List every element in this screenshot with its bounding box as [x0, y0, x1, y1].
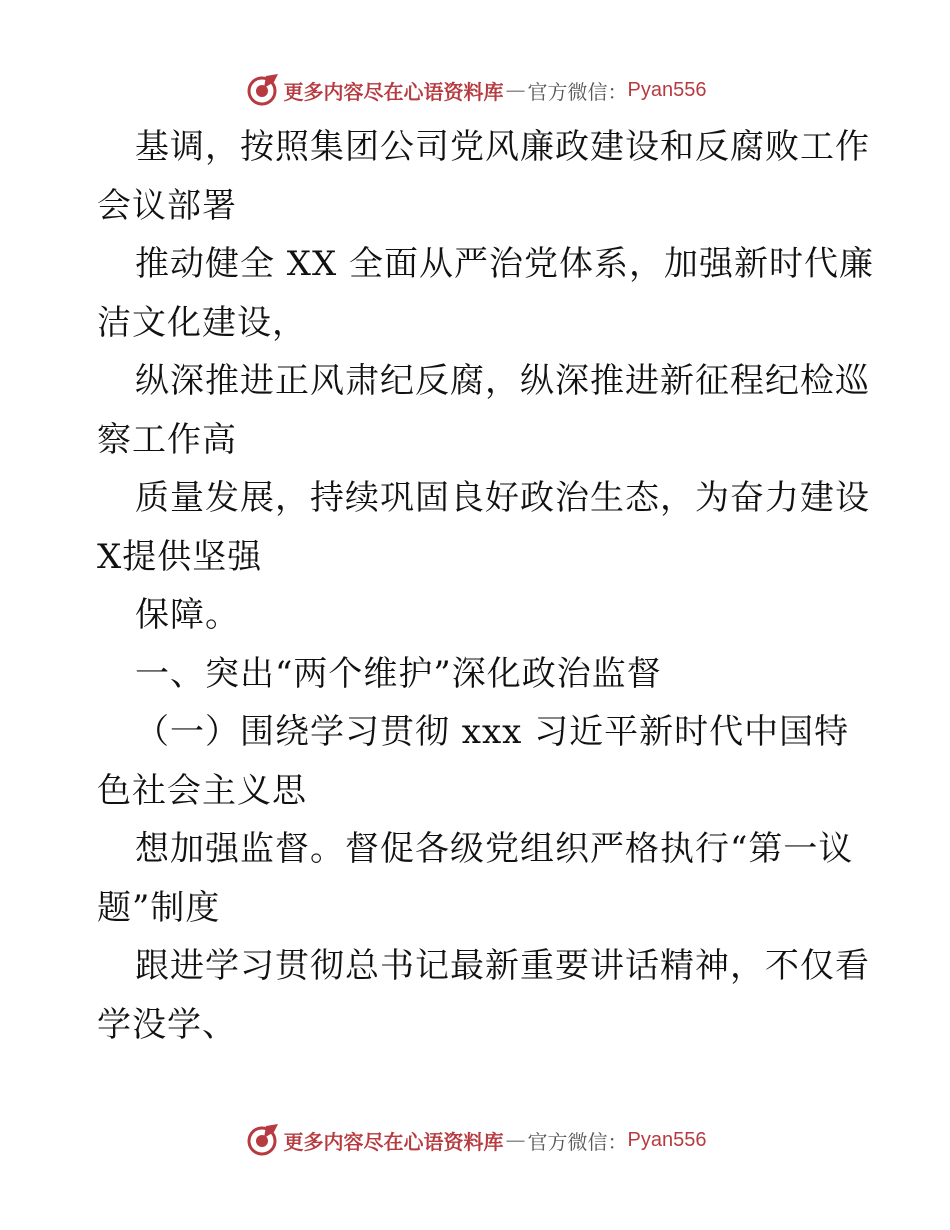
body-line: 跟进学习贯彻总书记最新重要讲话精神，不仅看 [135, 946, 870, 986]
footer-wechat-id: Pyan556 [627, 1128, 707, 1151]
body-line: 色社会主义思 [97, 770, 307, 811]
header-dash: — [505, 78, 526, 102]
header-brand-text: 更多内容尽在心语资料库 [283, 79, 504, 104]
footer-wechat-label: 官方微信： [527, 1129, 628, 1154]
pen-logo-icon [244, 72, 280, 108]
body-line: 质量发展，持续巩固良好政治生态，为奋力建设 [135, 478, 870, 518]
pen-logo-icon [244, 1122, 280, 1158]
body-line: 洁文化建设， [97, 302, 307, 343]
body-line: 一、突出“两个维护”深化政治监督 [135, 653, 662, 694]
body-line: 察工作高 [97, 419, 237, 460]
body-line: 学没学、 [97, 1004, 237, 1045]
body-line: 推动健全 XX 全面从严治党体系，加强新时代廉 [135, 244, 875, 284]
body-line: 保障。 [135, 595, 240, 635]
body-line: 想加强监督。督促各级党组织严格执行“第一议 [135, 829, 854, 869]
document-body [97, 118, 875, 1054]
body-line: X提供坚强 [97, 536, 263, 577]
body-line: 纵深推进正风肃纪反腐，纵深推进新征程纪检巡 [135, 361, 870, 401]
body-line: （一）围绕学习贯彻 xxx 习近平新时代中国特 [135, 712, 850, 752]
footer-dash: — [505, 1128, 526, 1152]
footer-banner [0, 1120, 950, 1160]
body-line: 基调，按照集团公司党风廉政建设和反腐败工作 [135, 127, 870, 167]
header-wechat-id: Pyan556 [627, 78, 707, 101]
header-wechat-label: 官方微信： [527, 79, 628, 104]
body-line: 题”制度 [97, 887, 221, 928]
footer-brand-text: 更多内容尽在心语资料库 [283, 1129, 504, 1154]
body-line: 会议部署 [97, 185, 237, 226]
header-banner [0, 70, 950, 110]
